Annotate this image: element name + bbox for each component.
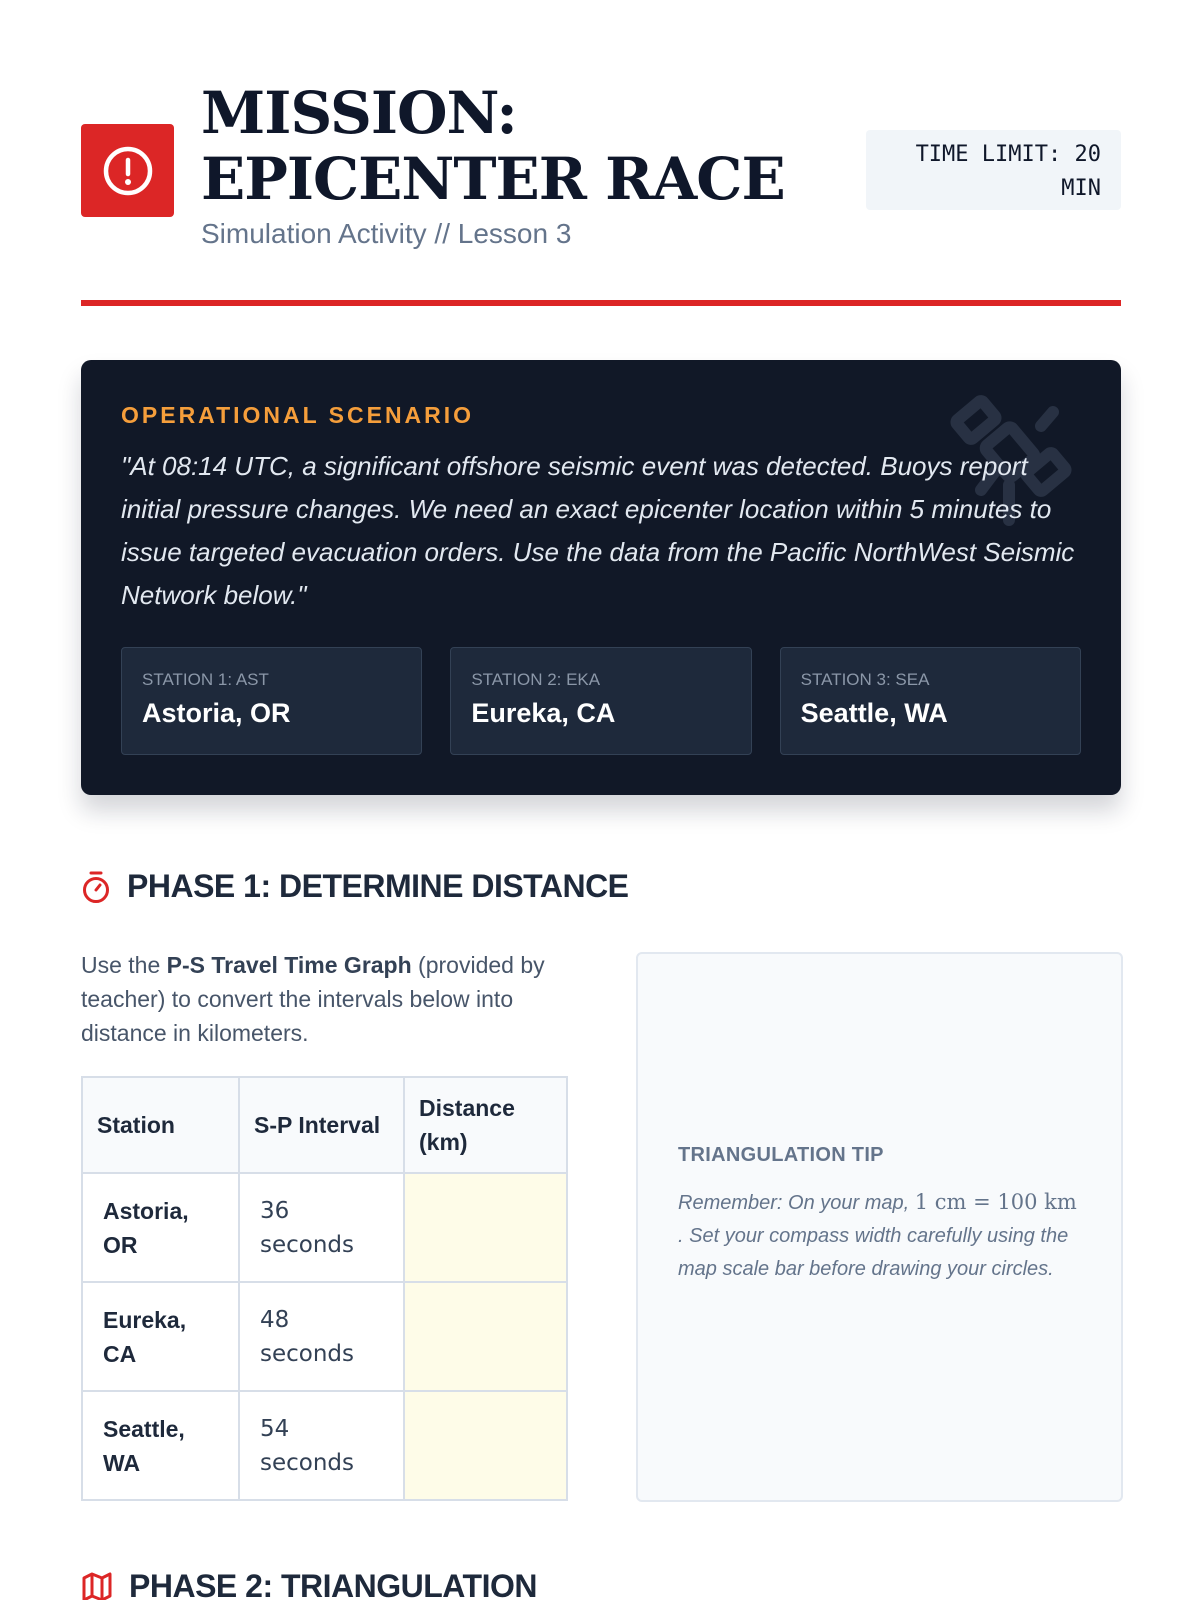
distance-answer-cell[interactable] bbox=[404, 1282, 567, 1391]
tip-text-part: . Set your compass width carefully using the map scale bar before drawing your circles. bbox=[678, 1225, 1069, 1280]
page-title: MISSION: EPICENTER RACE bbox=[201, 79, 785, 213]
phase-1-intro bbox=[81, 948, 551, 1050]
tip-text bbox=[678, 1186, 1088, 1286]
station-card-ast bbox=[121, 647, 422, 755]
station-code: STATION 3: SEA bbox=[800, 670, 930, 689]
station-cell: Astoria, OR bbox=[82, 1173, 239, 1282]
station-card-eka bbox=[450, 647, 751, 755]
graph-reference: P-S Travel Time Graph bbox=[166, 952, 412, 978]
map-scale-formula: 1 cm = 100 km bbox=[914, 1190, 1077, 1214]
interval-cell: 54 seconds bbox=[239, 1391, 404, 1500]
column-header: Distance (km) bbox=[404, 1077, 567, 1173]
tip-title: TRIANGULATION TIP bbox=[678, 1144, 884, 1166]
scenario-label: OPERATIONAL SCENARIO bbox=[121, 402, 475, 428]
phase-1-title: PHASE 1: DETERMINE DISTANCE bbox=[127, 868, 629, 904]
station-card-sea bbox=[780, 647, 1081, 755]
station-list bbox=[121, 647, 1081, 755]
tip-text-part: Remember: On your map, bbox=[678, 1192, 915, 1214]
table-row bbox=[82, 1391, 567, 1500]
station-code: STATION 1: AST bbox=[142, 670, 269, 689]
scenario-panel bbox=[81, 360, 1121, 795]
table-row bbox=[82, 1173, 567, 1282]
station-name: Seattle, WA bbox=[800, 698, 948, 728]
page-header bbox=[81, 80, 1121, 250]
alert-circle-icon bbox=[102, 145, 154, 197]
interval-cell: 48 seconds bbox=[239, 1282, 404, 1391]
station-name: Astoria, OR bbox=[142, 698, 291, 728]
intro-text: Use the bbox=[81, 952, 167, 978]
header-divider bbox=[81, 300, 1121, 306]
distance-answer-cell[interactable] bbox=[404, 1173, 567, 1282]
station-cell: Eureka, CA bbox=[82, 1282, 239, 1391]
phase-2-heading bbox=[81, 1568, 537, 1600]
column-header: S-P Interval bbox=[239, 1077, 404, 1173]
map-icon bbox=[81, 1571, 113, 1600]
distance-answer-cell[interactable] bbox=[404, 1391, 567, 1500]
phase-1-heading bbox=[81, 868, 629, 905]
station-code: STATION 2: EKA bbox=[471, 670, 601, 689]
table-header-row bbox=[82, 1077, 567, 1173]
column-header: Station bbox=[82, 1077, 239, 1173]
station-cell: Seattle, WA bbox=[82, 1391, 239, 1500]
intro-text: (provided by teacher) to convert the intervals below into distance in kilometers. bbox=[81, 952, 545, 1046]
alert-icon-box bbox=[81, 124, 174, 217]
table-row bbox=[82, 1282, 567, 1391]
scenario-quote: "At 08:14 UTC, a significant offshore seismic event was detected. Buoys report initial pressure changes. We need an exact epicenter location within 5 minutes to issue targeted evacuation orders. Use the data from the Pacific NorthWest Seismic Network below." bbox=[121, 451, 1075, 610]
page-subtitle: Simulation Activity // Lesson 3 bbox=[201, 218, 572, 249]
time-limit-badge: TIME LIMIT: 20 MIN bbox=[866, 130, 1121, 210]
interval-cell: 36 seconds bbox=[239, 1173, 404, 1282]
triangulation-tip-box bbox=[636, 952, 1123, 1502]
station-name: Eureka, CA bbox=[471, 698, 616, 728]
stopwatch-icon bbox=[81, 870, 111, 904]
phase-2-title: PHASE 2: TRIANGULATION bbox=[129, 1568, 537, 1600]
distance-table bbox=[81, 1076, 568, 1501]
